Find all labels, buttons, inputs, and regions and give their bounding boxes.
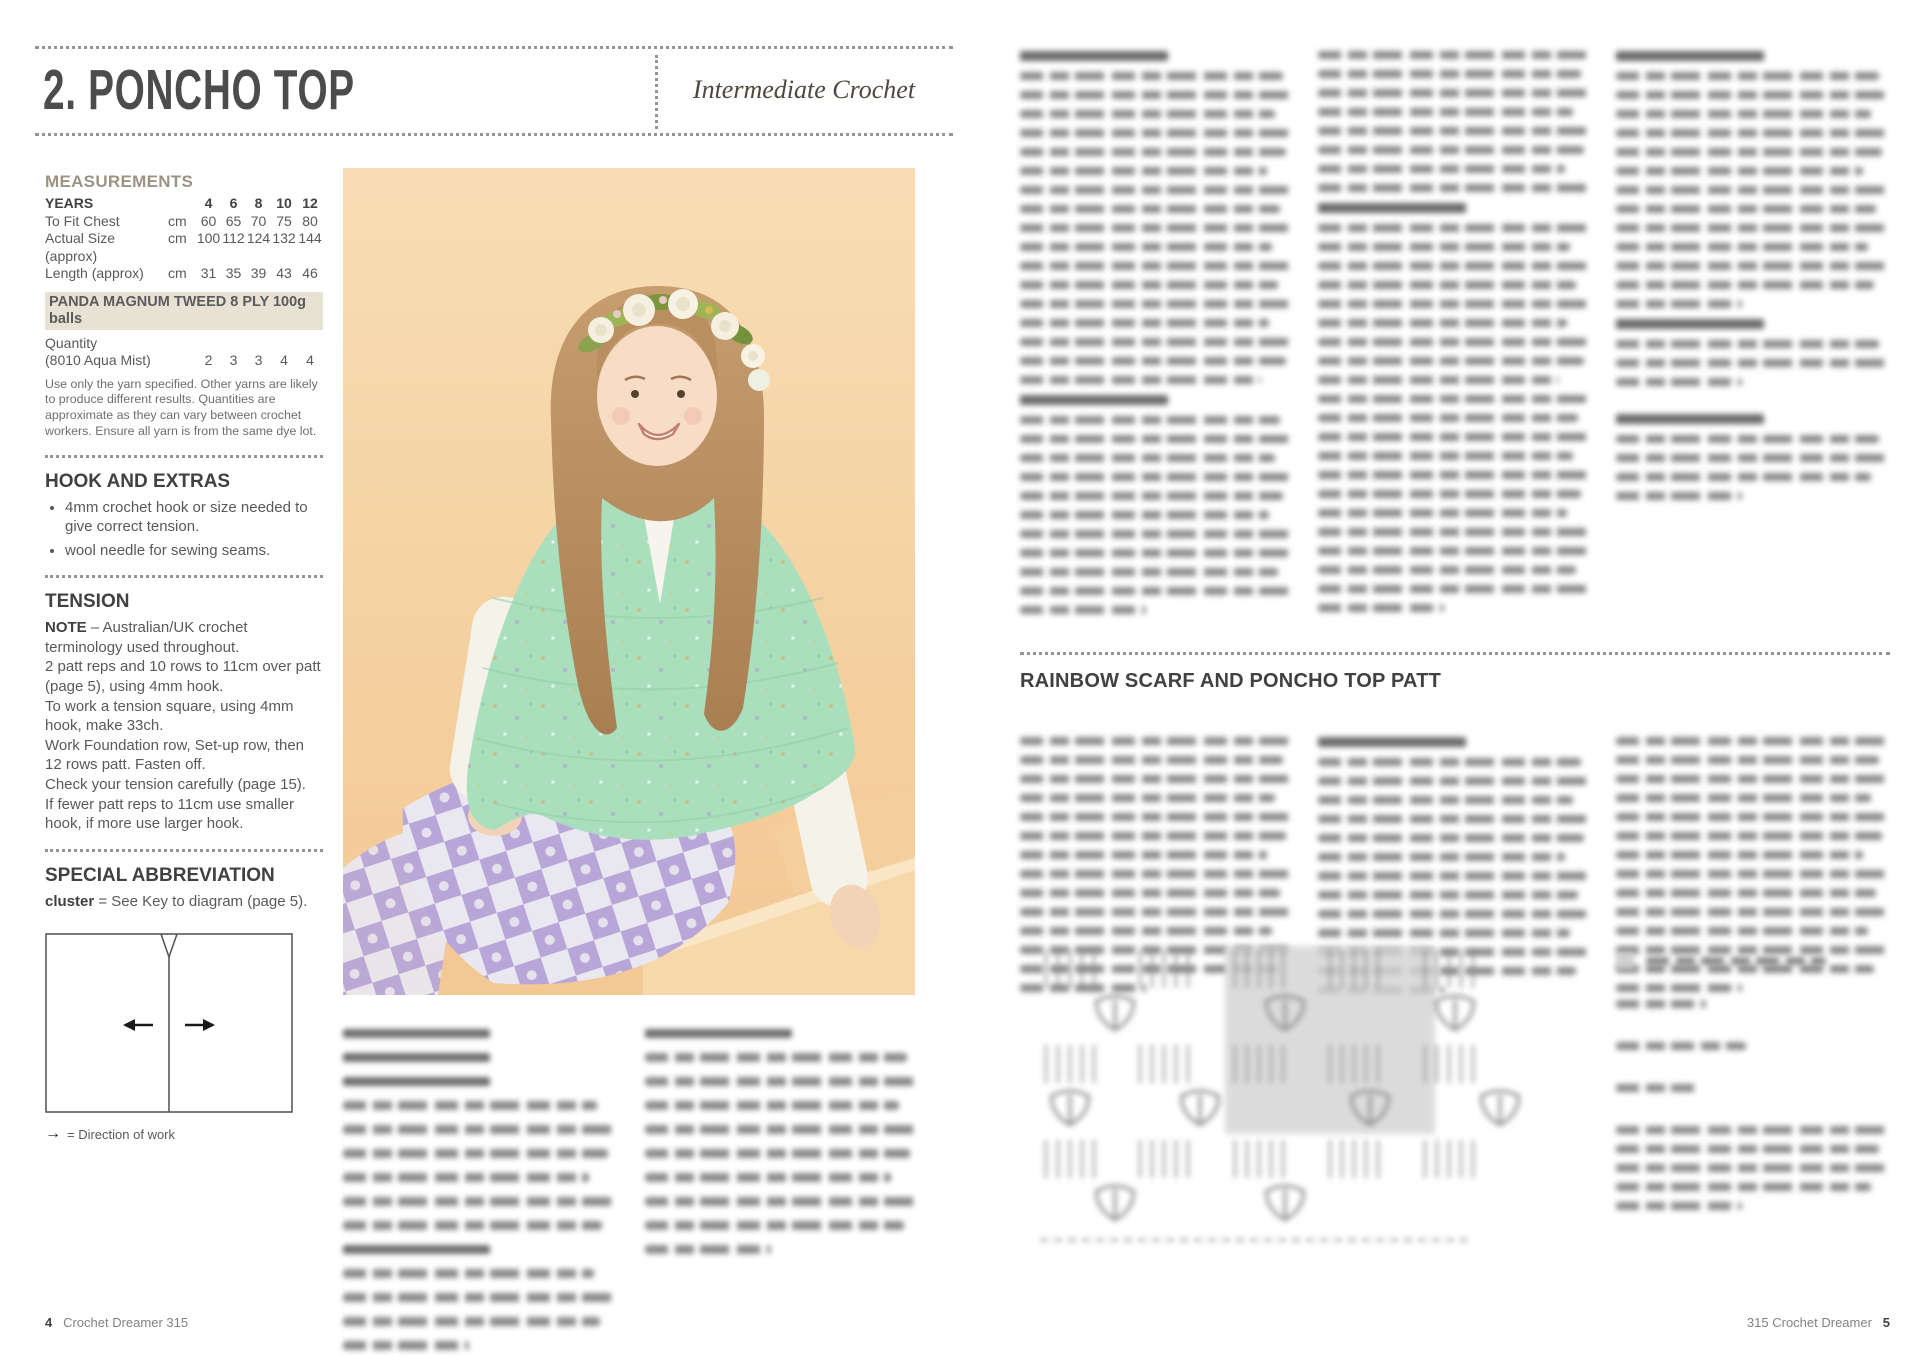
row-unit: cm bbox=[168, 265, 187, 281]
measurements-row: Actual Size (approx) cm 100 112 124 132 144 bbox=[45, 230, 322, 264]
measurements-years-row: YEARS 4 6 8 10 12 bbox=[45, 195, 318, 211]
magazine-name: 315 Crochet Dreamer bbox=[1746, 1315, 1872, 1330]
section-heading: RAINBOW SCARF AND PONCHO TOP PATT bbox=[1020, 670, 1442, 692]
row-label: Length (approx) bbox=[45, 265, 144, 281]
special-abbreviation-heading: SPECIAL ABBREVIATION bbox=[45, 864, 275, 886]
measurements-row: Length (approx) cm 31 35 39 43 46 bbox=[45, 265, 318, 281]
arrow-right-icon: → bbox=[45, 1125, 61, 1143]
tension-line: Check your tension carefully (page 15). bbox=[45, 775, 306, 793]
quantity-label-row bbox=[45, 335, 323, 353]
hook-extras-heading: HOOK AND EXTRAS bbox=[45, 470, 231, 492]
footer-right bbox=[1747, 1315, 1890, 1330]
list-item: • 4mm crochet hook or size needed to give correct tension. bbox=[65, 498, 323, 537]
quantity-label: Quantity bbox=[45, 334, 98, 351]
blurred-crochet-chart bbox=[1030, 940, 1530, 1260]
footer-left bbox=[45, 1315, 188, 1330]
blurred-pattern-column bbox=[645, 1014, 918, 1269]
title-block bbox=[35, 46, 953, 136]
special-abbreviation-text: cluster = See Key to diagram (page 5). bbox=[45, 892, 308, 910]
diagram-caption: → = Direction of work bbox=[45, 1125, 176, 1143]
page-number: 5 bbox=[1882, 1315, 1890, 1330]
magazine-name: Crochet Dreamer 315 bbox=[63, 1315, 189, 1330]
blurred-pattern-column bbox=[1020, 40, 1294, 625]
row-label: Actual Size (approx) bbox=[45, 230, 116, 264]
tension-heading: TENSION bbox=[45, 591, 130, 613]
tension-line: Work Foundation row, Set-up row, then 12 rows patt. Fasten off. bbox=[45, 736, 305, 774]
blurred-pattern-column bbox=[343, 1014, 616, 1357]
blurred-pattern-column bbox=[1318, 40, 1592, 623]
shade-label: (8010 Aqua Mist) bbox=[45, 352, 151, 368]
key-item bbox=[1616, 1042, 1746, 1050]
tension-line: 2 patt reps and 10 rows to 11cm over patt (page 5), using 4mm hook. bbox=[45, 658, 321, 695]
pattern-info-sidebar bbox=[45, 172, 323, 1143]
yarn-banner: PANDA MAGNUM TWEED 8 PLY 100g balls bbox=[45, 292, 323, 330]
dotted-separator bbox=[45, 455, 323, 458]
arrow-right-icon bbox=[185, 1019, 215, 1031]
page-number: 4 bbox=[45, 1315, 53, 1330]
key-note bbox=[1616, 1126, 1890, 1210]
tension-line: If fewer patt reps to 11cm use smaller hook, if more use larger hook. bbox=[45, 795, 294, 833]
blurred-pattern-column bbox=[1616, 40, 1890, 511]
list-item: • wool needle for sewing seams. bbox=[65, 541, 323, 561]
row-label: To Fit Chest bbox=[45, 212, 120, 229]
row-unit: cm bbox=[168, 212, 187, 229]
measurements-row: To Fit Chest cm 60 65 70 75 80 bbox=[45, 212, 318, 229]
page-title: 2. PONCHO TOP bbox=[43, 58, 355, 122]
tension-line: To work a tension square, using 4mm hook, make 33ch. bbox=[45, 697, 294, 735]
shade-row: (8010 Aqua Mist) 2 3 3 4 4 bbox=[45, 352, 314, 368]
key-item bbox=[1616, 1084, 1700, 1092]
model-photo bbox=[343, 168, 915, 995]
skill-level-label: Intermediate Crochet bbox=[692, 75, 916, 104]
dotted-separator bbox=[45, 849, 323, 852]
tension-note: NOTE – Australian/UK crochet terminology used throughout. bbox=[45, 619, 248, 656]
key-item bbox=[1616, 952, 1890, 970]
row-label: YEARS bbox=[45, 195, 94, 211]
dotted-separator bbox=[1020, 652, 1890, 655]
key-item bbox=[1616, 1000, 1706, 1008]
dotted-separator bbox=[45, 575, 323, 578]
tension-section bbox=[45, 591, 323, 834]
measurements-heading: MEASUREMENTS bbox=[45, 172, 194, 191]
yarn-note: Use only the yarn specified. Other yarns are likely to produce different results. Quantities are approximate as they can vary between crochet workers. Ensure all yarn is from the same dye lot. bbox=[45, 376, 318, 438]
blurred-chart-key bbox=[1616, 952, 1890, 1221]
row-unit: cm bbox=[168, 230, 187, 246]
hook-extras-list bbox=[45, 498, 323, 561]
arrow-left-icon bbox=[123, 1019, 153, 1031]
construction-diagram bbox=[45, 933, 323, 1143]
repeat-swatch bbox=[1616, 952, 1634, 970]
